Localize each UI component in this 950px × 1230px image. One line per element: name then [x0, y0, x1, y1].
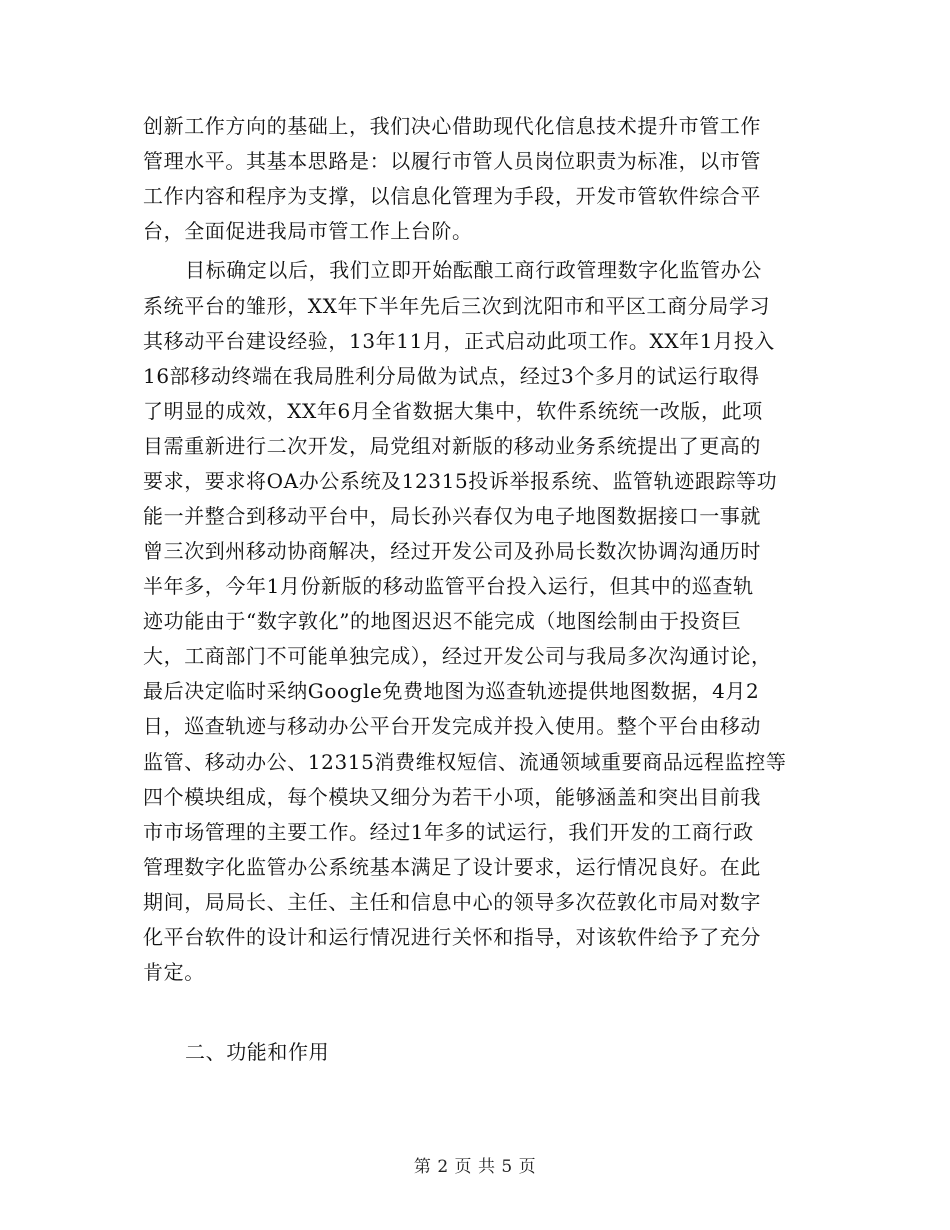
- text-line: 创新工作方向的基础上，我们决心借助现代化信息技术提升市管工作: [143, 114, 761, 138]
- text-line: 大，工商部门不可能单独完成），经过开发公司与我局多次沟通讨论，: [143, 644, 772, 668]
- text-line: 管理水平。其基本思路是：以履行市管人员岗位职责为标准，以市管: [143, 149, 761, 173]
- text-line: 了明显的成效，XX年6月全省数据大集中，软件系统统一改版，此项: [143, 399, 763, 423]
- text-line: 迹功能由于“数字敦化”的地图迟迟不能完成（地图绘制由于投资巨: [143, 609, 742, 633]
- text-line: 其移动平台建设经验，13年11月，正式启动此项工作。XX年1月投入: [143, 329, 775, 353]
- text-line: 期间，局局长、主任、主任和信息中心的领导多次莅敦化市局对数字: [143, 890, 761, 914]
- text-line: 工作内容和程序为支撑，以信息化管理为手段，开发市管软件综合平: [143, 184, 761, 208]
- text-line: 要求，要求将OA办公系统及12315投诉举报系统、监管轨迹跟踪等功: [143, 469, 778, 493]
- text-line: 化平台软件的设计和运行情况进行关怀和指导，对该软件给予了充分: [143, 925, 761, 949]
- page-number-footer: 第 2 页 共 5 页: [413, 1157, 537, 1177]
- text-line: 曾三次到州移动协商解决，经过开发公司及孙局长数次协调沟通历时: [143, 539, 761, 563]
- text-line: 管理数字化监管办公系统基本满足了设计要求，运行情况良好。在此: [143, 855, 761, 879]
- text-line: 日，巡查轨迹与移动办公平台开发完成并投入使用。整个平台由移动: [143, 714, 761, 738]
- text-line: 监管、移动办公、12315消费维权短信、流通领域重要商品远程监控等: [143, 750, 787, 774]
- text-line: 四个模块组成，每个模块又细分为若干小项，能够涵盖和突出目前我: [143, 785, 761, 809]
- text-line: 肯定。: [143, 960, 205, 984]
- text-line: 半年多，今年1月份新版的移动监管平台投入运行，但其中的巡查轨: [143, 574, 754, 598]
- text-line: 系统平台的雏形，XX年下半年先后三次到沈阳市和平区工商分局学习: [143, 294, 771, 318]
- text-line: 最后决定临时采纳Google免费地图为巡查轨迹提供地图数据，4月2: [143, 679, 760, 703]
- text-line: 目需重新进行二次开发，局党组对新版的移动业务系统提出了更高的: [143, 434, 761, 458]
- paragraph-first-line: 目标确定以后，我们立即开始酝酿工商行政管理数字化监管办公: [185, 258, 762, 282]
- text-line: 台，全面促进我局市管工作上台阶。: [143, 219, 473, 243]
- text-line: 市市场管理的主要工作。经过1年多的试运行，我们开发的工商行政: [143, 820, 754, 844]
- text-line: 16部移动终端在我局胜利分局做为试点，经过3个多月的试运行取得: [143, 364, 760, 388]
- section-heading: 二、功能和作用: [185, 1040, 330, 1064]
- text-line: 能一并整合到移动平台中，局长孙兴春仅为电子地图数据接口一事就: [143, 504, 761, 528]
